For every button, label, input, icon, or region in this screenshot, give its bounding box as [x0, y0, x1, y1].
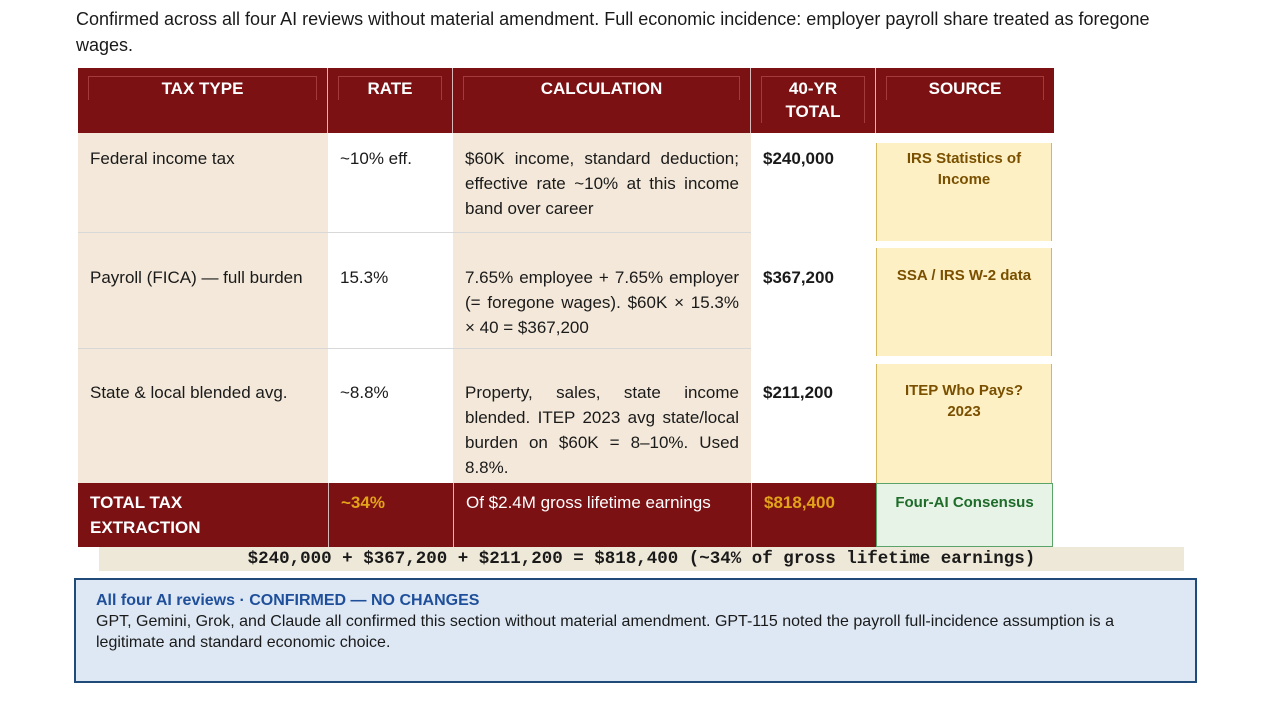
row2-total: $367,200	[751, 233, 876, 349]
row2-calculation: 7.65% employee + 7.65% employer (= foregone wages). $60K × 15.3% × 40 = $367,200	[453, 233, 751, 349]
review-box-title: All four AI reviews · CONFIRMED — NO CHANGES	[96, 592, 480, 609]
header-tax-type: TAX TYPE	[78, 68, 328, 133]
total-tax-type: TOTAL TAX EXTRACTION	[78, 483, 328, 547]
row3-source: ITEP Who Pays? 2023	[876, 364, 1052, 483]
total-amount: $818,400	[751, 483, 876, 547]
total-formula: $240,000 + $367,200 + $211,200 = $818,400 (~34% of gross lifetime earnings)	[99, 547, 1184, 571]
row-divider	[78, 232, 751, 233]
row-divider	[78, 348, 751, 349]
total-rate: ~34%	[328, 483, 453, 547]
review-box-body: GPT, Gemini, Grok, and Claude all confirmed this section without material amendment. GPT-115 noted the payroll full-incidence assumption is a legitimate and standard economic choice.	[96, 613, 1114, 651]
row3-rate: ~8.8%	[328, 349, 453, 483]
header-source: SOURCE	[876, 68, 1054, 133]
header-calculation: CALCULATION	[453, 68, 751, 133]
row1-calculation: $60K income, standard deduction; effective rate ~10% at this income band over career	[453, 133, 751, 233]
row3-total: $211,200	[751, 349, 876, 483]
header-total: 40-YR TOTAL	[751, 68, 876, 133]
row3-tax-type: State & local blended avg.	[78, 349, 328, 483]
row2-tax-type: Payroll (FICA) — full burden	[78, 233, 328, 349]
intro-text: Confirmed across all four AI reviews without material amendment. Full economic incidence: employer payroll share treated as foregone wages.	[76, 9, 1150, 55]
row3-calculation: Property, sales, state income blended. ITEP 2023 avg state/local burden on $60K = 8–10%. Used 8.8%.	[453, 349, 751, 483]
total-source: Four-AI Consensus	[876, 483, 1053, 547]
row1-total: $240,000	[751, 133, 876, 233]
row1-source: IRS Statistics of Income	[876, 143, 1052, 241]
review-box	[74, 578, 1197, 683]
row1-rate: ~10% eff.	[328, 133, 453, 233]
row2-source: SSA / IRS W-2 data	[876, 248, 1052, 356]
total-calculation: Of $2.4M gross lifetime earnings	[453, 483, 751, 547]
row1-tax-type: Federal income tax	[78, 133, 328, 233]
header-rate: RATE	[328, 68, 453, 133]
row2-rate: 15.3%	[328, 233, 453, 349]
